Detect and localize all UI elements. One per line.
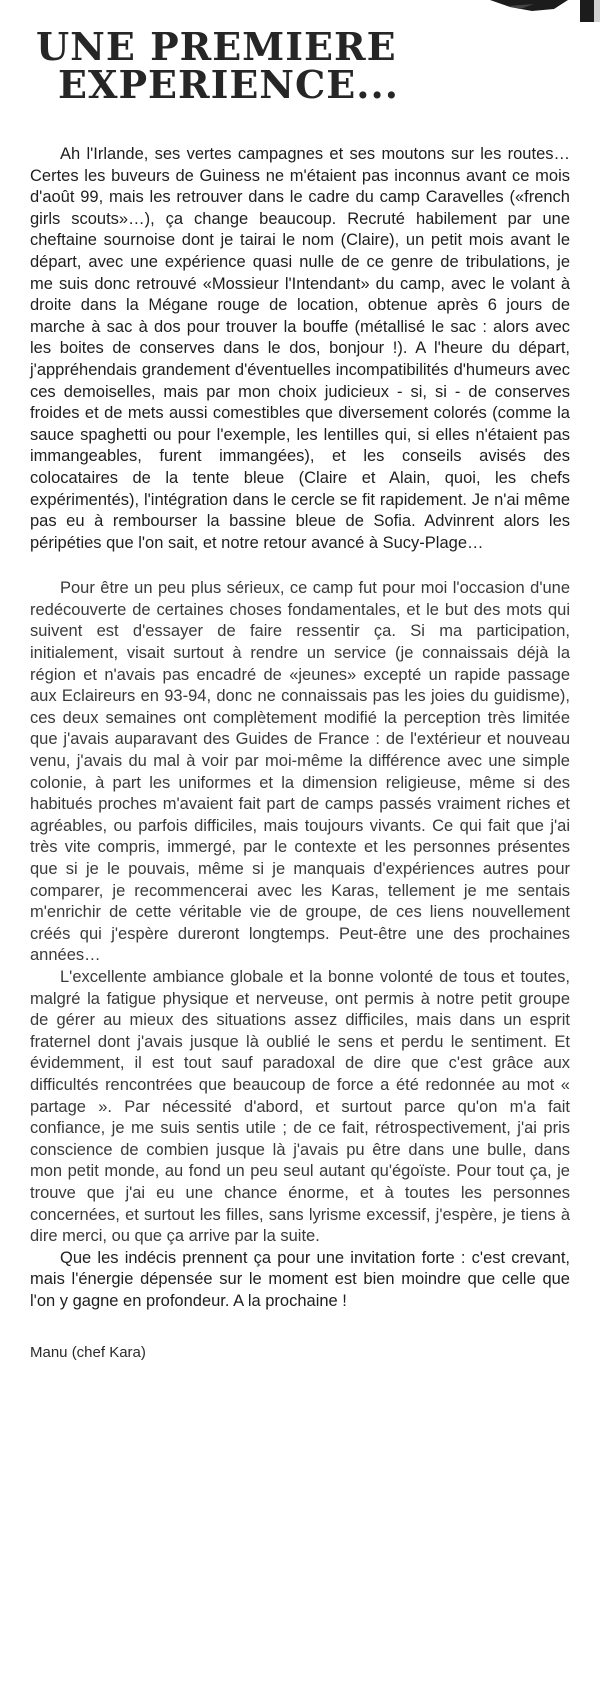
paragraph-2: Pour être un peu plus sérieux, ce camp fut pour moi l'occasion d'une redécouverte de certaines choses fondamentales, et le but des mots qui suivent est d'essayer de faire ressentir ça. Si ma participation, initialement, visait surtout à rendre un service (je connaissais déjà la région et n'avais pas encadré de «jeunes» excepté un rapide passage aux Eclaireurs en 93-94, donc ne connaissais pas les joies du guidisme), ces deux semaines ont complètement modifié la perception très limitée que j'avais auparavant des Guides de France : de l'extérieur et nouveau venu, j'avais du mal à voir par moi-même la différence avec une simple colonie, à part les uniformes et la dimension religieuse, même si des habitués proches m'avaient fait part de camps passés vraiment riches et agréables, ou parfois difficiles, mais toujours vivants. Ce qui fait que j'ai très vite compris, immergé, par le contexte et les personnes présentes que si je le pouvais, même si je manquais d'expériences autres pour comparer, je recommencerai avec les Karas, tellement je me sentais m'enrichir de cette véritable vie de groupe, de ces liens nouvellement créés qui j'espère dureront longtemps. Peut-être une des prochaines années… — [30, 579, 570, 965]
article-title — [36, 24, 570, 107]
decorative-corner-graphic — [450, 0, 600, 22]
author-signature: Manu (chef Kara) — [30, 1344, 146, 1362]
paragraph-3: L'excellente ambiance globale et la bonne volonté de tous et toutes, malgré la fatigue physique et nerveuse, ont permis à notre petit groupe de gérer au mieux des situations assez difficiles, mais dans un esprit fraternel dont j'avais jusque là oublié le sens et perdu le sentiment. Et évidemment, il est tout sauf paradoxal de dire que c'est grâce aux difficultés rencontrées que beaucoup de force a été redonnée au mot « partage ». Par nécessité d'abord, et surtout parce qu'on m'a fait confiance, je me suis sentis utile ; de ce fait, rétrospectivement, j'ai pris conscience de combien jusque là j'avais pu être dans une bulle, dans mon petit monde, au fond un peu seul autant qu'égoïste. Pour tout ça, je trouve que j'ai eu une chance énorme, et à toutes les personnes concernées, et surtout les filles, sans lyrisme excessif, j'espère, je tiens à dire merci, ou que ça arrive par la suite. — [30, 967, 570, 1246]
paragraph-4: Que les indécis prennent ça pour une invitation forte : c'est crevant, mais l'énergie dépensée sur le moment est bien moindre que celle que l'on y gagne en profondeur. A la prochaine ! — [30, 1248, 570, 1310]
article-page — [30, 24, 570, 1364]
article-body — [30, 144, 570, 1364]
title-line-1: UNE PREMIERE — [36, 24, 397, 69]
title-line-2: EXPERIENCE... — [58, 62, 399, 107]
paragraph-1: Ah l'Irlande, ses vertes campagnes et ses moutons sur les routes… Certes les buveurs de Guiness ne m'étaient pas inconnus avant ce mois d'août 99, mais les retrouver dans le cadre du camp Caravelles («french girls scouts»…), ça change beaucoup. Recruté habilement par une cheftaine sournoise dont je tairai le nom (Claire), un petit mois avant le départ, avec une expérience quasi nulle de ce genre de tribulations, je me suis donc retrouvé «Mossieur l'Intendant» du camp, avec le volant à droite dans la Mégane rouge de location, obtenue après 6 jours de marche à sac à dos pour trouver la bouffe (métallisé le sac : alors avec les boites de conserves dans le dos, bonjour !). A l'heure du départ, j'appréhendais grandement d'éventuelles incompatibilités d'humeurs avec ces demoiselles, mais par mon choix judicieux - si, si - de conserves froides et de mets aussi comestibles que diversement colorés (comme la sauce spaghetti ou pour l'exemple, les lentilles qui, si elles n'étaient pas immangeables, furent immangées), et les conseils avisés des colocataires de la tente bleue (Claire et Alain, quoi, les chefs expérimentés), l'intégration dans le cercle se fit rapidement. Je n'ai même pas eu à rembourser la bassine bleue de Sofia. Advinrent alors les péripéties que l'on sait, et notre retour avancé à Sucy-Plage… — [30, 145, 570, 552]
